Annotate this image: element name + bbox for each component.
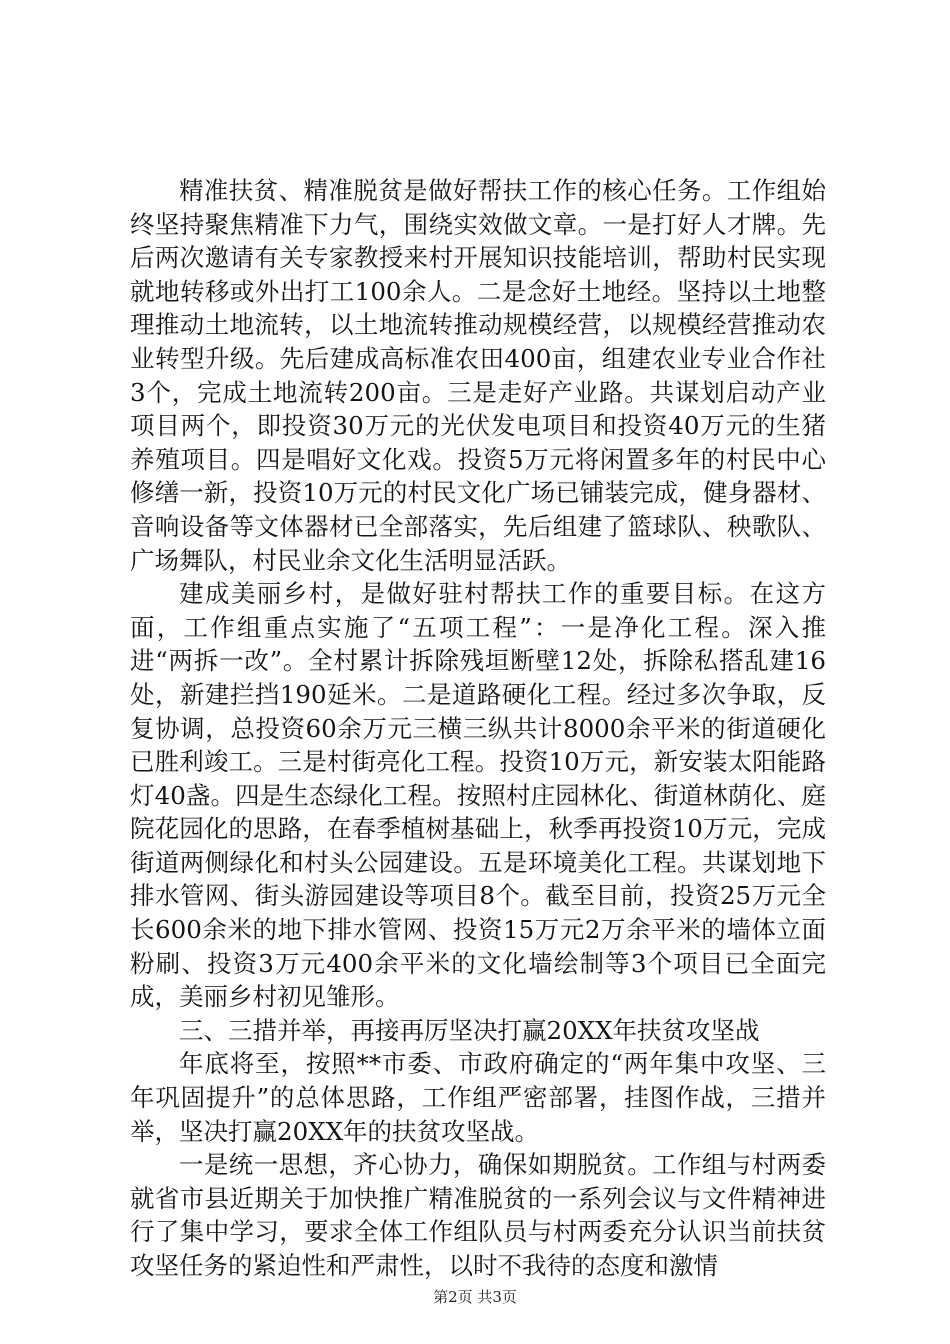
- page-number-footer: 第2页 共3页: [433, 1288, 517, 1306]
- paragraph-beautiful-village: 建成美丽乡村，是做好驻村帮扶工作的重要目标。在这方面，工作组重点实施了“五项工程”：一是净化工程。深入推进“两拆一改”。全村累计拆除残垣断壁12处，拆除私搭乱建16处，新建拦挡190延米。二是道路硬化工程。经过多次争取，反复协调，总投资60余万元三横三纵共计8000余平米的街道硬化已胜利竣工。三是村街亮化工程。投资10万元，新安装太阳能路灯40盏。四是生态绿化工程。按照村庄园林化、街道林荫化、庭院花园化的思路，在春季植树基础上，秋季再投资10万元，完成街道两侧绿化和村头公园建设。五是环境美化工程。共谋划地下排水管网、街头游园建设等项目8个。截至目前，投资25万元全长600余米的地下排水管网、投资15万元2万余平米的墙体立面粉刷、投资3万元400余平米的文化墙绘制等3个项目已全面完成，美丽乡村初见雏形。: [130, 579, 826, 1012]
- document-body: [130, 174, 826, 1283]
- paragraph-precision-poverty-alleviation: 精准扶贫、精准脱贫是做好帮扶工作的核心任务。工作组始终坚持聚焦精准下力气，围绕实效做文章。一是打好人才牌。先后两次邀请有关专家教授来村开展知识技能培训，帮助村民实现就地转移或外出打工100余人。二是念好土地经。坚持以土地整理推动土地流转，以土地流转推动规模经营，以规模经营推动农业转型升级。先后建成高标准农田400亩，组建农业专业合作社3个，完成土地流转200亩。三是走好产业路。共谋划启动产业项目两个，即投资30万元的光伏发电项目和投资40万元的生猪养殖项目。四是唱好文化戏。投资5万元将闲置多年的村民中心修缮一新，投资10万元的村民文化广场已铺装完成，健身器材、音响设备等文体器材已全部落实，先后组建了篮球队、秧歌队、广场舞队，村民业余文化生活明显活跃。: [130, 176, 826, 575]
- section-heading-three-measures: 三、三措并举，再接再厉坚决打赢20XX年扶贫攻坚战: [179, 1015, 760, 1045]
- paragraph-year-end-plan: 年底将至，按照**市委、市政府确定的“两年集中攻坚、三年巩固提升”的总体思路，工作组严密部署，挂图作战，三措并举，坚决打赢20XX年的扶贫攻坚战。: [130, 1049, 826, 1146]
- paragraph-unify-thinking: 一是统一思想，齐心协力，确保如期脱贫。工作组与村两委就省市县近期关于加快推广精准脱贫的一系列会议与文件精神进行了集中学习，要求全体工作组队员与村两委充分认识当前扶贫攻坚任务的紧迫性和严肃性，以时不我待的态度和激情: [130, 1150, 826, 1280]
